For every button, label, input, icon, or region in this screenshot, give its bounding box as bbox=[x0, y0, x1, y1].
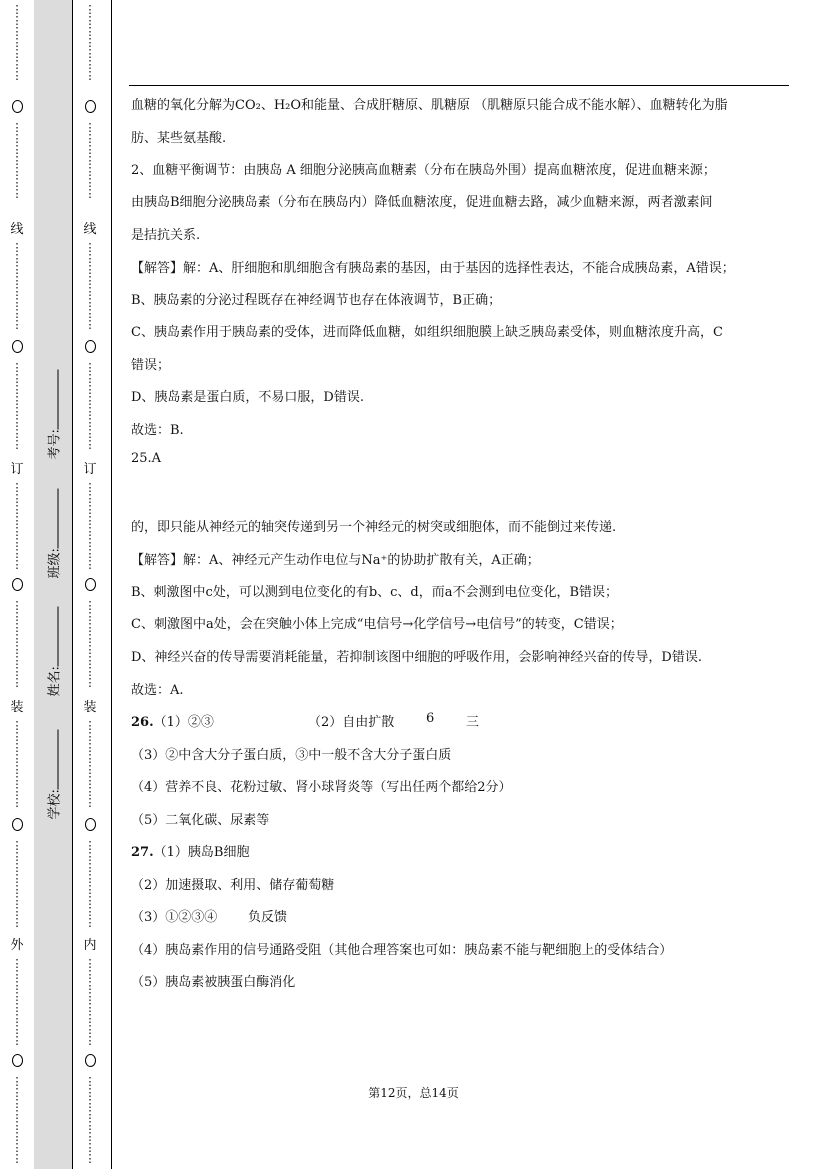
circle-icon bbox=[0, 1054, 34, 1071]
q26-answer-2b: 6 bbox=[426, 711, 435, 726]
dotted-line: ⋮ ⋮ ⋮ ⋮ ⋮ ⋮ ⋮ ⋮ bbox=[11, 241, 23, 331]
field-exam-number: 考号: bbox=[44, 436, 63, 460]
dotted-line: ⋮ ⋮ ⋮ ⋮ ⋮ ⋮ ⋮ bbox=[84, 3, 96, 82]
text-line: 肪、某些氨基酸. bbox=[131, 131, 227, 146]
q27-answer-4: （4）胰岛素作用的信号通路受阻（其他合理答案也可如：胰岛素不能与靶细胞上的受体结合） bbox=[131, 943, 673, 958]
q26-answer-2: （2）自由扩散 bbox=[308, 715, 395, 730]
field-name: 姓名: bbox=[44, 673, 63, 697]
dotted-line: ⋮ ⋮ ⋮ ⋮ ⋮ ⋮ ⋮ bbox=[11, 3, 23, 82]
text-line: 【解答】解：A、神经元产生动作电位与Na⁺的协助扩散有关，A正确； bbox=[131, 553, 540, 568]
dotted-line: ⋮ ⋮ ⋮ ⋮ ⋮ ⋮ ⋮ ⋮ bbox=[84, 839, 96, 929]
text-line: 错误； bbox=[131, 358, 171, 373]
dotted-line: ⋮ ⋮ ⋮ ⋮ ⋮ ⋮ ⋮ ⋮ bbox=[11, 481, 23, 571]
text-line: C、胰岛素作用于胰岛素的受体，进而降低血糖，如组织细胞膜上缺乏胰岛素受体，则血糖浓度升高，C bbox=[131, 325, 723, 340]
outer-mark-line: 线 bbox=[10, 222, 24, 237]
text-line: 25.A bbox=[131, 451, 162, 466]
q26-answer-3: （3）②中含大分子蛋白质，③中一般不含大分子蛋白质 bbox=[131, 748, 452, 763]
circle-icon bbox=[73, 100, 107, 117]
inner-binding-strip bbox=[73, 0, 112, 1169]
circle-icon bbox=[0, 100, 34, 117]
q27-number: 27. bbox=[131, 845, 154, 860]
student-info-strip bbox=[34, 0, 73, 1169]
text-line: 【解答】解：A、肝细胞和肌细胞含有胰岛素的基因，由于基因的选择性表达，不能合成胰岛素，A错误； bbox=[131, 261, 735, 276]
dotted-line: ⋮ ⋮ ⋮ ⋮ ⋮ ⋮ ⋮ ⋮ bbox=[84, 1075, 96, 1165]
header-rule bbox=[129, 85, 789, 86]
dotted-line: ⋮ ⋮ ⋮ ⋮ ⋮ ⋮ ⋮ ⋮ bbox=[84, 957, 96, 1047]
dotted-line: ⋮ ⋮ ⋮ ⋮ ⋮ ⋮ ⋮ ⋮ bbox=[11, 361, 23, 451]
text-line: D、神经兴奋的传导需要消耗能量，若抑制该图中细胞的呼吸作用，会影响神经兴奋的传导，D错误. bbox=[131, 650, 702, 665]
dotted-line: ⋮ ⋮ ⋮ ⋮ ⋮ ⋮ ⋮ ⋮ bbox=[11, 957, 23, 1047]
text-line: 血糖的氧化分解为CO₂、H₂O和能量、合成肝糖原、肌糖原 （肌糖原只能合成不能水解）、血糖转化为脂 bbox=[131, 98, 728, 113]
circle-icon bbox=[0, 578, 34, 595]
field-class: 班级: bbox=[44, 555, 63, 579]
inner-mark-nei: 内 bbox=[83, 938, 97, 953]
outer-mark-zhuang: 装 bbox=[10, 700, 24, 715]
dotted-line: ⋮ ⋮ ⋮ ⋮ ⋮ ⋮ ⋮ bbox=[11, 121, 23, 200]
text-line: B、刺激图中c处，可以测到电位变化的有b、c、d，而a不会测到电位变化，B错误； bbox=[131, 585, 619, 600]
field-school: 学校: bbox=[44, 796, 63, 820]
circle-icon bbox=[73, 340, 107, 357]
q26-number: 26. bbox=[131, 715, 154, 730]
dotted-line: ⋮ ⋮ ⋮ ⋮ ⋮ ⋮ ⋮ ⋮ bbox=[84, 481, 96, 571]
q26-answer-5: （5）二氧化碳、尿素等 bbox=[131, 813, 270, 828]
dotted-line: ⋮ ⋮ ⋮ ⋮ ⋮ ⋮ ⋮ ⋮ bbox=[84, 599, 96, 689]
circle-icon bbox=[73, 1054, 107, 1071]
outer-binding-strip bbox=[0, 0, 35, 1169]
text-line: 故选：B. bbox=[131, 423, 184, 438]
text-line: 故选：A. bbox=[131, 683, 184, 698]
q27-answer-3: （3）①②③④ bbox=[131, 910, 218, 925]
q26-answer-1: 26.（1）②③ bbox=[131, 715, 214, 730]
q27-answer-2: （2）加速摄取、利用、储存葡萄糖 bbox=[131, 878, 335, 893]
text-line: D、胰岛素是蛋白质，不易口服，D错误. bbox=[131, 390, 364, 405]
dotted-line: ⋮ ⋮ ⋮ ⋮ ⋮ ⋮ ⋮ ⋮ bbox=[11, 599, 23, 689]
circle-icon bbox=[73, 818, 107, 835]
dotted-line: ⋮ ⋮ ⋮ ⋮ ⋮ ⋮ ⋮ ⋮ bbox=[11, 1075, 23, 1165]
q26-answer-2c: 三 bbox=[466, 715, 480, 730]
dotted-line: ⋮ ⋮ ⋮ ⋮ ⋮ ⋮ ⋮ bbox=[84, 121, 96, 200]
circle-icon bbox=[0, 340, 34, 357]
page-footer: 第12页，总14页 bbox=[368, 1086, 459, 1100]
text-line: B、胰岛素的分泌过程既存在神经调节也存在体液调节，B正确； bbox=[131, 293, 502, 308]
text-line: 的，即只能从神经元的轴突传递到另一个神经元的树突或细胞体，而不能倒过来传递. bbox=[131, 520, 617, 535]
q27-answer-1: 27.（1）胰岛B细胞 bbox=[131, 845, 250, 860]
outer-mark-ding: 订 bbox=[10, 462, 24, 477]
text-line: 由胰岛B细胞分泌胰岛素（分布在胰岛内）降低血糖浓度，促进血糖去路，减少血糖来源，两者激素间 bbox=[131, 195, 713, 210]
dotted-line: ⋮ ⋮ ⋮ ⋮ ⋮ ⋮ ⋮ ⋮ bbox=[84, 361, 96, 451]
inner-mark-line: 线 bbox=[83, 222, 97, 237]
dotted-line: ⋮ ⋮ ⋮ ⋮ ⋮ ⋮ ⋮ ⋮ bbox=[84, 719, 96, 809]
text-line: 是拮抗关系. bbox=[131, 228, 201, 243]
circle-icon bbox=[0, 818, 34, 835]
inner-mark-zhuang: 装 bbox=[83, 700, 97, 715]
q27-answer-3b: 负反馈 bbox=[248, 910, 288, 925]
q27-answer-5: （5）胰岛素被胰蛋白酶消化 bbox=[131, 975, 296, 990]
circle-icon bbox=[73, 578, 107, 595]
dotted-line: ⋮ ⋮ ⋮ ⋮ ⋮ ⋮ ⋮ ⋮ bbox=[11, 839, 23, 929]
inner-mark-ding: 订 bbox=[83, 462, 97, 477]
dotted-line: ⋮ ⋮ ⋮ ⋮ ⋮ ⋮ ⋮ ⋮ bbox=[11, 719, 23, 809]
q26-answer-4: （4）营养不良、花粉过敏、肾小球肾炎等（写出任两个都给2分） bbox=[131, 780, 512, 795]
outer-mark-wai: 外 bbox=[10, 938, 24, 953]
text-line: C、刺激图中a处，会在突触小体上完成“电信号→化学信号→电信号”的转变，C错误； bbox=[131, 617, 623, 632]
text-line: 2、血糖平衡调节：由胰岛 A 细胞分泌胰高血糖素（分布在胰岛外围）提高血糖浓度，促进血糖来源； bbox=[131, 163, 716, 178]
dotted-line: ⋮ ⋮ ⋮ ⋮ ⋮ ⋮ ⋮ ⋮ bbox=[84, 241, 96, 331]
